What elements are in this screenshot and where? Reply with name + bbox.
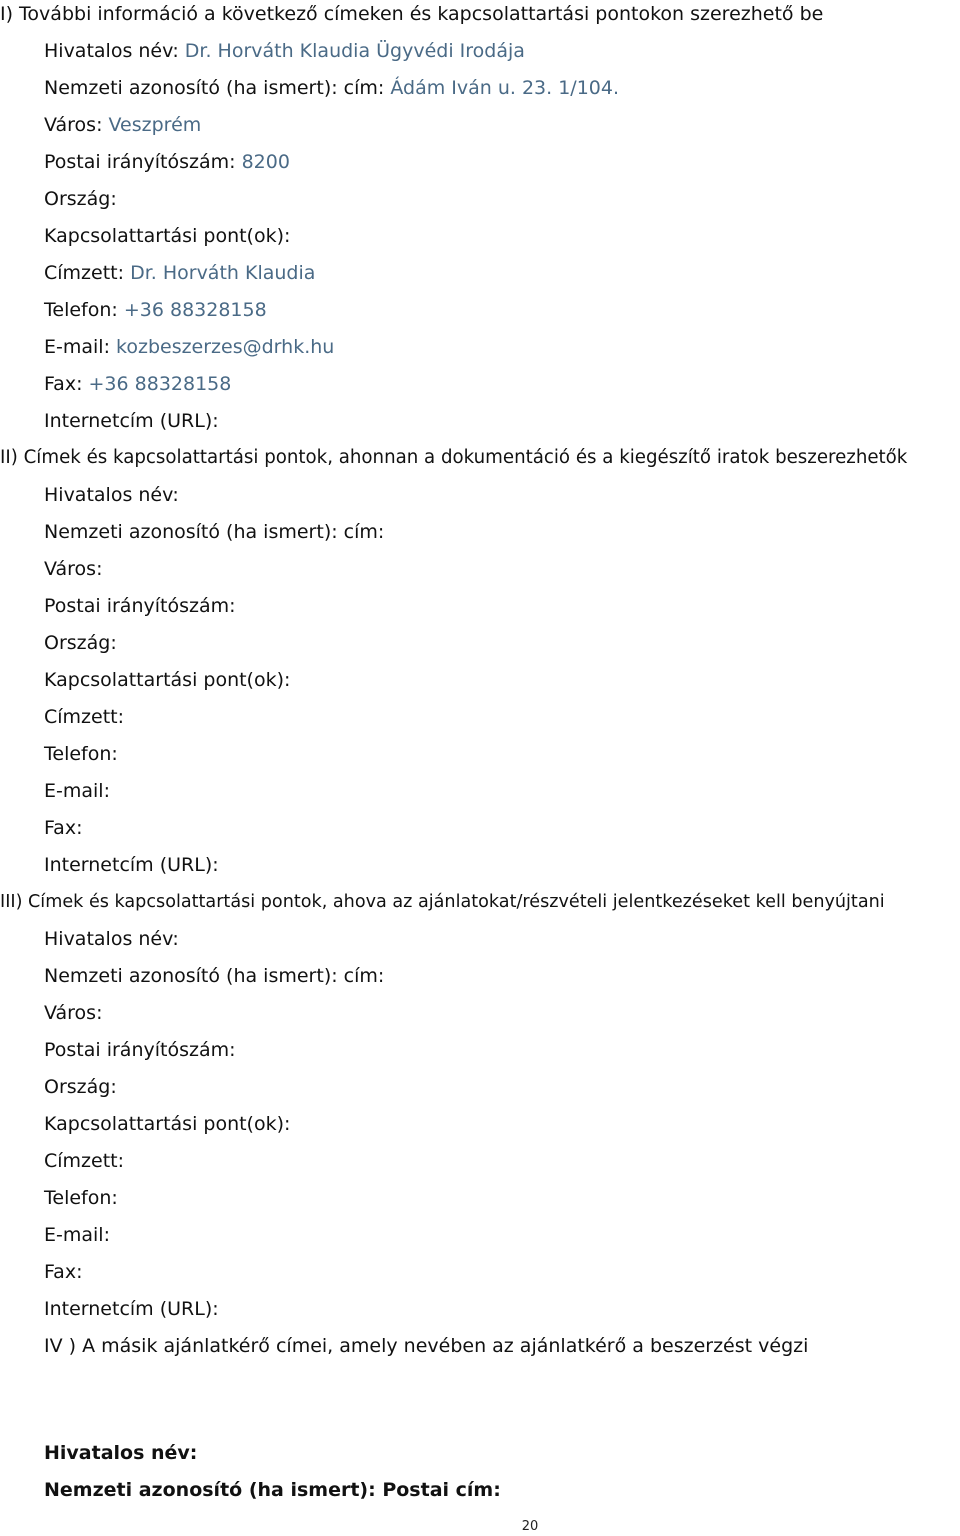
s2-field: E-mail: bbox=[44, 780, 110, 802]
s2-field: Ország: bbox=[44, 632, 117, 654]
s2-field: Címzett: bbox=[44, 706, 125, 728]
s3-field: Fax: bbox=[44, 1261, 83, 1283]
section-1-heading: I) További információ a következő címeken és kapcsolattartási pontokon szerezhető be bbox=[0, 3, 824, 25]
s3-field: Nemzeti azonosító (ha ismert): cím: bbox=[44, 965, 385, 987]
s1-country: Ország: bbox=[44, 188, 117, 210]
s3-field: Város: bbox=[44, 1002, 103, 1024]
s4-official-name: Hivatalos név: bbox=[44, 1442, 198, 1464]
s3-field: Internetcím (URL): bbox=[44, 1298, 219, 1320]
section-4-heading: IV ) A másik ajánlatkérő címei, amely nevében az ajánlatkérő a beszerzést végzi bbox=[44, 1335, 809, 1357]
s3-field: Telefon: bbox=[44, 1187, 118, 1209]
s2-field: Város: bbox=[44, 558, 103, 580]
s1-url: Internetcím (URL): bbox=[44, 410, 219, 432]
s1-postal-code: Postai irányítószám: 8200 bbox=[44, 151, 290, 173]
s1-email: E-mail: kozbeszerzes@drhk.hu bbox=[44, 336, 335, 358]
s3-field: Postai irányítószám: bbox=[44, 1039, 236, 1061]
s1-city: Város: Veszprém bbox=[44, 114, 202, 136]
s2-field: Fax: bbox=[44, 817, 83, 839]
s2-field: Hivatalos név: bbox=[44, 484, 179, 506]
s1-address: Nemzeti azonosító (ha ismert): cím: Ádám Iván u. 23. 1/104. bbox=[44, 77, 620, 99]
s4-postal-address: Nemzeti azonosító (ha ismert): Postai cím: bbox=[44, 1479, 501, 1501]
s3-field: Ország: bbox=[44, 1076, 117, 1098]
section-2-heading: II) Címek és kapcsolattartási pontok, ahonnan a dokumentáció és a kiegészítő iratok beszerezhetők bbox=[0, 447, 908, 468]
s3-field: Címzett: bbox=[44, 1150, 125, 1172]
s3-field: Kapcsolattartási pont(ok): bbox=[44, 1113, 291, 1135]
s3-field: Hivatalos név: bbox=[44, 928, 179, 950]
s1-phone: Telefon: +36 88328158 bbox=[44, 299, 267, 321]
s1-official-name: Hivatalos név: Dr. Horváth Klaudia Ügyvédi Irodája bbox=[44, 40, 525, 62]
section-3-heading: III) Címek és kapcsolattartási pontok, ahova az ajánlatokat/részvételi jelentkezéseket kell benyújtani bbox=[0, 892, 885, 912]
s3-field: E-mail: bbox=[44, 1224, 110, 1246]
s1-recipient: Címzett: Dr. Horváth Klaudia bbox=[44, 262, 316, 284]
s1-contact-points: Kapcsolattartási pont(ok): bbox=[44, 225, 291, 247]
s1-fax: Fax: +36 88328158 bbox=[44, 373, 232, 395]
s2-field: Internetcím (URL): bbox=[44, 854, 219, 876]
page-number: 20 bbox=[521, 1519, 539, 1534]
s2-field: Telefon: bbox=[44, 743, 118, 765]
s2-field: Nemzeti azonosító (ha ismert): cím: bbox=[44, 521, 385, 543]
s2-field: Postai irányítószám: bbox=[44, 595, 236, 617]
s2-field: Kapcsolattartási pont(ok): bbox=[44, 669, 291, 691]
